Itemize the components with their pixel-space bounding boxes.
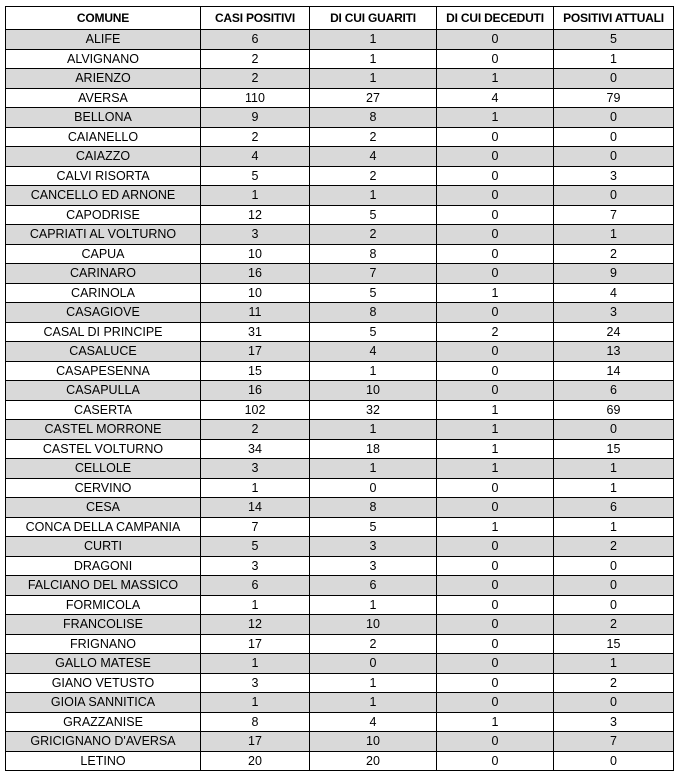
table-row [6,381,674,401]
cell-casi-positivi: 5 [201,166,310,186]
cell-comune: CARINOLA [6,283,201,303]
cell-positivi-attuali: 4 [554,283,674,303]
cell-comune: CASALUCE [6,342,201,362]
cell-comune: GRICIGNANO D'AVERSA [6,732,201,752]
cell-guariti: 32 [310,400,437,420]
table-row [6,361,674,381]
cell-casi-positivi: 110 [201,88,310,108]
cell-deceduti: 0 [437,147,554,167]
cell-comune: CASAGIOVE [6,303,201,323]
cell-positivi-attuali: 0 [554,420,674,440]
cell-casi-positivi: 2 [201,69,310,89]
cell-positivi-attuali: 7 [554,205,674,225]
cell-positivi-attuali: 14 [554,361,674,381]
cell-comune: GIANO VETUSTO [6,673,201,693]
table-row [6,556,674,576]
cell-guariti: 8 [310,498,437,518]
cell-guariti: 0 [310,478,437,498]
cell-deceduti: 1 [437,517,554,537]
table-row [6,615,674,635]
cell-casi-positivi: 2 [201,49,310,69]
cell-comune: CAPODRISE [6,205,201,225]
cell-casi-positivi: 3 [201,225,310,245]
cell-positivi-attuali: 0 [554,556,674,576]
table-row [6,439,674,459]
cell-casi-positivi: 1 [201,186,310,206]
cell-deceduti: 1 [437,459,554,479]
header-di-cui-guariti: DI CUI GUARITI [310,7,437,30]
cell-deceduti: 0 [437,49,554,69]
cell-casi-positivi: 102 [201,400,310,420]
cell-comune: CURTI [6,537,201,557]
cell-positivi-attuali: 2 [554,244,674,264]
cell-guariti: 1 [310,361,437,381]
cell-casi-positivi: 17 [201,732,310,752]
cell-guariti: 5 [310,205,437,225]
cell-positivi-attuali: 2 [554,615,674,635]
cell-positivi-attuali: 6 [554,381,674,401]
table-row [6,205,674,225]
cell-casi-positivi: 9 [201,108,310,128]
header-casi-positivi: CASI POSITIVI [201,7,310,30]
cell-guariti: 10 [310,732,437,752]
cell-casi-positivi: 8 [201,712,310,732]
cell-comune: CAIANELLO [6,127,201,147]
cell-casi-positivi: 3 [201,459,310,479]
table-row [6,303,674,323]
cell-guariti: 1 [310,49,437,69]
cell-deceduti: 0 [437,478,554,498]
cell-guariti: 1 [310,693,437,713]
table-row [6,537,674,557]
cell-guariti: 4 [310,147,437,167]
cell-casi-positivi: 17 [201,342,310,362]
cell-casi-positivi: 5 [201,537,310,557]
cell-casi-positivi: 3 [201,673,310,693]
cell-positivi-attuali: 24 [554,322,674,342]
cell-positivi-attuali: 6 [554,498,674,518]
table-row [6,108,674,128]
cell-guariti: 8 [310,244,437,264]
cell-comune: CELLOLE [6,459,201,479]
cell-deceduti: 0 [437,342,554,362]
table-row [6,342,674,362]
cell-casi-positivi: 2 [201,420,310,440]
cell-comune: DRAGONI [6,556,201,576]
cell-guariti: 1 [310,186,437,206]
cell-casi-positivi: 2 [201,127,310,147]
cell-casi-positivi: 6 [201,30,310,50]
cell-casi-positivi: 4 [201,147,310,167]
cell-comune: ARIENZO [6,69,201,89]
cell-guariti: 1 [310,595,437,615]
cell-comune: FALCIANO DEL MASSICO [6,576,201,596]
cell-comune: CASAPESENNA [6,361,201,381]
cell-guariti: 1 [310,459,437,479]
cell-casi-positivi: 15 [201,361,310,381]
cell-guariti: 10 [310,615,437,635]
cell-casi-positivi: 10 [201,244,310,264]
cell-positivi-attuali: 69 [554,400,674,420]
cell-deceduti: 4 [437,88,554,108]
cell-positivi-attuali: 3 [554,303,674,323]
cell-positivi-attuali: 0 [554,751,674,771]
cell-comune: CASAPULLA [6,381,201,401]
table-row [6,147,674,167]
table-row [6,751,674,771]
cell-deceduti: 0 [437,595,554,615]
cell-deceduti: 1 [437,69,554,89]
cell-positivi-attuali: 3 [554,166,674,186]
cell-guariti: 1 [310,420,437,440]
table-row [6,400,674,420]
covid-cases-table [5,6,674,771]
cell-positivi-attuali: 13 [554,342,674,362]
cell-casi-positivi: 34 [201,439,310,459]
cell-positivi-attuali: 2 [554,673,674,693]
table-row [6,186,674,206]
cell-casi-positivi: 14 [201,498,310,518]
header-di-cui-deceduti: DI CUI DECEDUTI [437,7,554,30]
cell-deceduti: 0 [437,186,554,206]
cell-deceduti: 0 [437,556,554,576]
table-row [6,732,674,752]
cell-guariti: 7 [310,264,437,284]
cell-guariti: 27 [310,88,437,108]
cell-guariti: 8 [310,303,437,323]
table-row [6,420,674,440]
cell-guariti: 2 [310,225,437,245]
cell-comune: CANCELLO ED ARNONE [6,186,201,206]
table-row [6,225,674,245]
cell-comune: AVERSA [6,88,201,108]
header-row [6,7,674,30]
cell-positivi-attuali: 3 [554,712,674,732]
cell-casi-positivi: 1 [201,478,310,498]
cell-guariti: 3 [310,556,437,576]
cell-deceduti: 0 [437,576,554,596]
cell-positivi-attuali: 1 [554,478,674,498]
cell-comune: FRIGNANO [6,634,201,654]
cell-positivi-attuali: 1 [554,225,674,245]
cell-comune: CAPRIATI AL VOLTURNO [6,225,201,245]
cell-positivi-attuali: 79 [554,88,674,108]
cell-deceduti: 0 [437,361,554,381]
cell-comune: CASTEL MORRONE [6,420,201,440]
cell-deceduti: 0 [437,30,554,50]
table-container [5,6,674,771]
cell-casi-positivi: 1 [201,654,310,674]
cell-comune: CASERTA [6,400,201,420]
cell-casi-positivi: 1 [201,595,310,615]
cell-positivi-attuali: 9 [554,264,674,284]
cell-deceduti: 1 [437,439,554,459]
table-body [6,30,674,771]
cell-comune: CAIAZZO [6,147,201,167]
cell-guariti: 5 [310,283,437,303]
cell-casi-positivi: 17 [201,634,310,654]
table-row [6,634,674,654]
cell-comune: LETINO [6,751,201,771]
cell-deceduti: 0 [437,205,554,225]
table-row [6,88,674,108]
cell-guariti: 0 [310,654,437,674]
cell-deceduti: 1 [437,400,554,420]
cell-guariti: 20 [310,751,437,771]
cell-deceduti: 0 [437,244,554,264]
cell-guariti: 3 [310,537,437,557]
cell-guariti: 10 [310,381,437,401]
cell-comune: FORMICOLA [6,595,201,615]
cell-deceduti: 0 [437,751,554,771]
cell-guariti: 5 [310,322,437,342]
cell-casi-positivi: 7 [201,517,310,537]
cell-guariti: 5 [310,517,437,537]
table-row [6,264,674,284]
header-comune: COMUNE [6,7,201,30]
table-row [6,49,674,69]
table-row [6,517,674,537]
cell-positivi-attuali: 0 [554,69,674,89]
table-row [6,30,674,50]
cell-guariti: 4 [310,342,437,362]
cell-comune: GIOIA SANNITICA [6,693,201,713]
cell-positivi-attuali: 0 [554,595,674,615]
cell-deceduti: 1 [437,712,554,732]
cell-deceduti: 0 [437,225,554,245]
cell-comune: FRANCOLISE [6,615,201,635]
cell-casi-positivi: 1 [201,693,310,713]
cell-positivi-attuali: 5 [554,30,674,50]
cell-guariti: 1 [310,69,437,89]
cell-guariti: 1 [310,30,437,50]
cell-casi-positivi: 12 [201,205,310,225]
table-row [6,498,674,518]
cell-comune: CAPUA [6,244,201,264]
cell-positivi-attuali: 7 [554,732,674,752]
cell-positivi-attuali: 0 [554,108,674,128]
table-row [6,127,674,147]
table-row [6,595,674,615]
cell-casi-positivi: 12 [201,615,310,635]
cell-deceduti: 0 [437,498,554,518]
cell-deceduti: 1 [437,420,554,440]
cell-positivi-attuali: 1 [554,517,674,537]
cell-comune: CASTEL VOLTURNO [6,439,201,459]
cell-comune: ALVIGNANO [6,49,201,69]
cell-positivi-attuali: 0 [554,693,674,713]
cell-deceduti: 1 [437,283,554,303]
cell-casi-positivi: 11 [201,303,310,323]
cell-comune: CASAL DI PRINCIPE [6,322,201,342]
cell-comune: ALIFE [6,30,201,50]
cell-comune: CERVINO [6,478,201,498]
cell-deceduti: 0 [437,264,554,284]
cell-positivi-attuali: 1 [554,654,674,674]
table-row [6,673,674,693]
cell-deceduti: 1 [437,108,554,128]
cell-deceduti: 2 [437,322,554,342]
table-row [6,322,674,342]
cell-deceduti: 0 [437,654,554,674]
cell-comune: CONCA DELLA CAMPANIA [6,517,201,537]
cell-deceduti: 0 [437,303,554,323]
cell-deceduti: 0 [437,693,554,713]
cell-comune: BELLONA [6,108,201,128]
cell-deceduti: 0 [437,127,554,147]
cell-positivi-attuali: 1 [554,49,674,69]
cell-comune: CARINARO [6,264,201,284]
table-row [6,654,674,674]
cell-positivi-attuali: 0 [554,576,674,596]
cell-deceduti: 0 [437,166,554,186]
cell-deceduti: 0 [437,381,554,401]
table-row [6,69,674,89]
cell-deceduti: 0 [437,615,554,635]
cell-deceduti: 0 [437,673,554,693]
cell-casi-positivi: 3 [201,556,310,576]
table-row [6,459,674,479]
cell-positivi-attuali: 1 [554,459,674,479]
cell-casi-positivi: 6 [201,576,310,596]
cell-deceduti: 0 [437,732,554,752]
cell-casi-positivi: 20 [201,751,310,771]
table-row [6,478,674,498]
cell-casi-positivi: 16 [201,264,310,284]
cell-comune: GRAZZANISE [6,712,201,732]
cell-positivi-attuali: 15 [554,634,674,654]
table-row [6,166,674,186]
table-row [6,244,674,264]
cell-guariti: 18 [310,439,437,459]
cell-positivi-attuali: 0 [554,127,674,147]
cell-comune: CESA [6,498,201,518]
cell-comune: GALLO MATESE [6,654,201,674]
cell-positivi-attuali: 0 [554,186,674,206]
cell-casi-positivi: 10 [201,283,310,303]
cell-deceduti: 0 [437,634,554,654]
table-row [6,693,674,713]
cell-casi-positivi: 31 [201,322,310,342]
cell-guariti: 1 [310,673,437,693]
cell-deceduti: 0 [437,537,554,557]
table-row [6,283,674,303]
cell-guariti: 2 [310,634,437,654]
cell-guariti: 2 [310,127,437,147]
header-positivi-attuali: POSITIVI ATTUALI [554,7,674,30]
table-row [6,712,674,732]
cell-comune: CALVI RISORTA [6,166,201,186]
cell-guariti: 6 [310,576,437,596]
cell-positivi-attuali: 15 [554,439,674,459]
cell-positivi-attuali: 0 [554,147,674,167]
table-row [6,576,674,596]
cell-casi-positivi: 16 [201,381,310,401]
cell-guariti: 4 [310,712,437,732]
cell-guariti: 8 [310,108,437,128]
cell-guariti: 2 [310,166,437,186]
cell-positivi-attuali: 2 [554,537,674,557]
